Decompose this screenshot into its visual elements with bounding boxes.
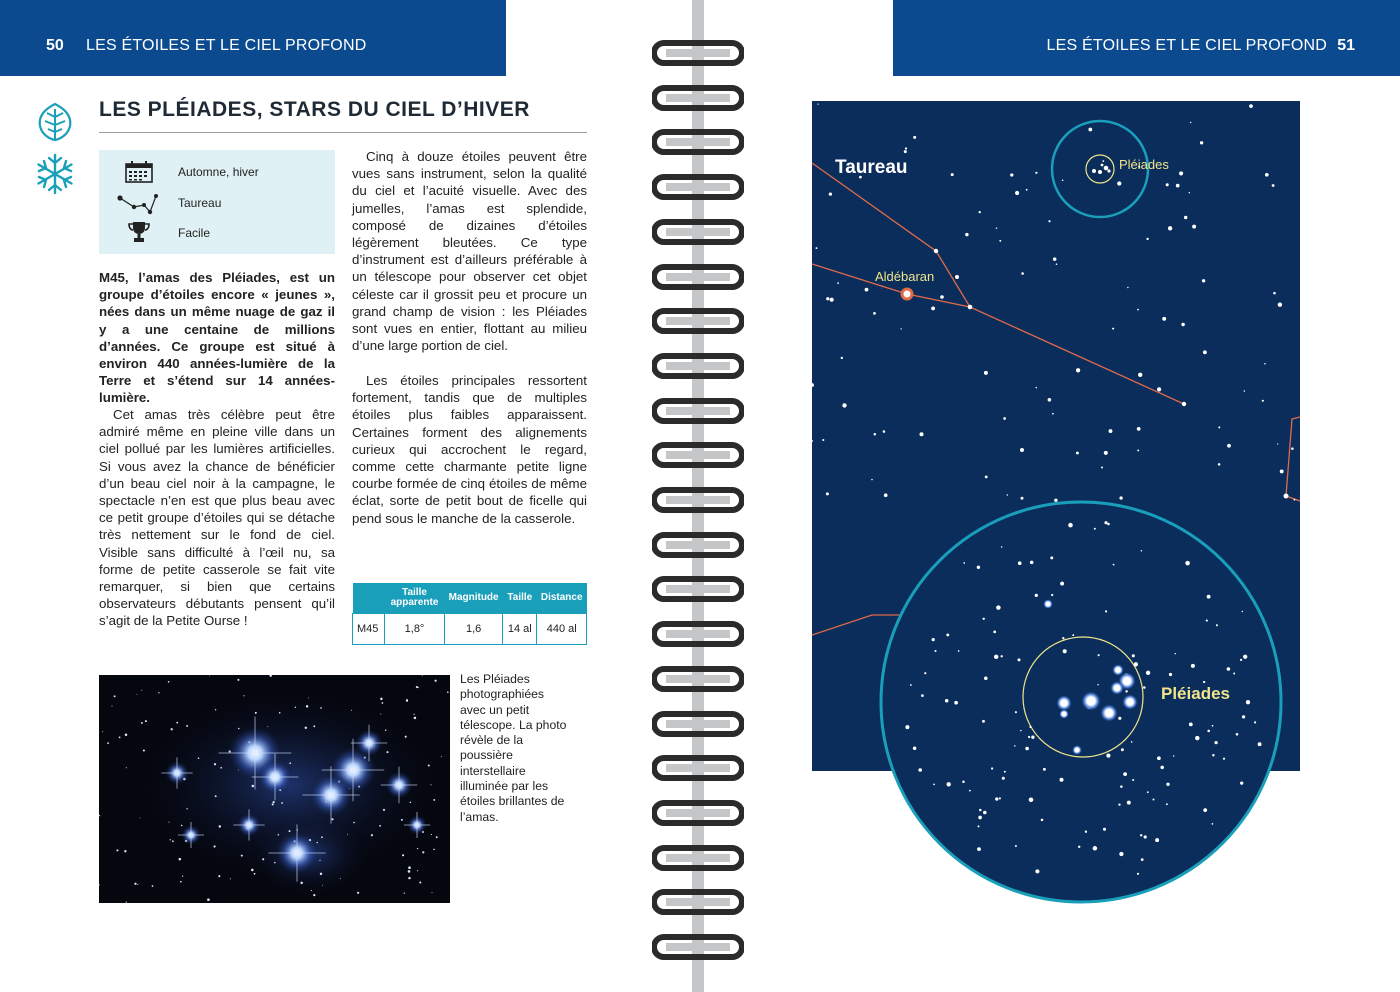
spiral-ring <box>652 442 744 468</box>
spiral-ring <box>652 532 744 558</box>
table-header: Distance <box>537 583 587 614</box>
photo-caption: Les Pléiades photographiées avec un petit télescope. La photo révèle de la poussière interstellaire illuminée par les étoiles brillantes de l’amas. <box>460 672 567 824</box>
spiral-ring <box>652 934 744 960</box>
spiral-ring <box>652 576 744 602</box>
pleiades-photo <box>99 675 450 903</box>
table-cell: 440 al <box>537 614 587 645</box>
table-cell: M45 <box>353 614 385 645</box>
title-underline <box>99 132 587 133</box>
running-title-right: LES ÉTOILES ET LE CIEL PROFOND <box>1046 37 1327 54</box>
spiral-ring <box>652 398 744 424</box>
spiral-ring <box>652 308 744 334</box>
leaf-icon <box>34 100 76 144</box>
body-paragraph-1: Cet amas très célèbre peut être admiré même en pleine ville dans un ciel pollué par les lumières artificielles. Si vous avez la chance de bénéficier d’un beau ciel noir à la campagne, le spectacle n’en est que plus beau avec ce petit groupe d’étoiles qui se détache très nettement sur le fond de ciel. Visible sans difficulté à l’œil nu, sa forme de petite casserole se fait vite remarquer, si bien que certains observateurs débutants pensent qu’il s’agit de la Petite Ourse ! <box>99 407 335 629</box>
spiral-ring <box>652 666 744 692</box>
spiral-ring <box>652 40 744 66</box>
running-title-left: LES ÉTOILES ET LE CIEL PROFOND <box>86 37 367 54</box>
info-season: Automne, hiver <box>178 165 259 179</box>
table-header <box>353 583 385 614</box>
table-header: Taille apparente <box>385 583 445 614</box>
spiral-ring <box>652 889 744 915</box>
spiral-ring <box>652 621 744 647</box>
aldebaran-label: Aldébaran <box>875 269 935 284</box>
spiral-ring <box>652 85 744 111</box>
intro-paragraph: M45, l’amas des Pléiades, est un groupe d’étoiles encore « jeunes », nées dans un même nuage de gaz il y a une centaine de millions d’années. Ce groupe est situé à environ 440 années-lumière de la Terre et s’étend sur 14 années-lumière. <box>99 270 335 406</box>
spiral-ring <box>652 755 744 781</box>
trophy-icon <box>128 220 150 244</box>
snowflake-icon <box>34 152 76 196</box>
spiral-ring <box>652 353 744 379</box>
spiral-ring <box>652 487 744 513</box>
info-difficulty: Facile <box>178 226 211 240</box>
body-paragraph-3: Les étoiles principales ressortent fortement, tandis que de multiples étoiles plus faibles apparaissent. Certaines forment des alignements curieux qui accrochent le regard, comme cette charmante petite ligne courbe formée de cinq étoiles de même éclat, sorte de petit bout de ficelle qui pend sous le manche de la casserole. <box>352 373 587 526</box>
constellation-icon <box>116 192 162 218</box>
table-cell: 1,8° <box>385 614 445 645</box>
pleiades-label: Pléiades <box>1119 157 1169 172</box>
spiral-ring <box>652 711 744 737</box>
spiral-ring <box>652 845 744 871</box>
pleiades-zoom <box>878 500 1284 904</box>
page-number-right: 51 <box>1337 37 1355 54</box>
data-table <box>352 583 587 645</box>
header-band-left <box>0 0 506 76</box>
article-title: LES PLÉIADES, STARS DU CIEL D’HIVER <box>99 98 530 121</box>
spiral-ring <box>652 219 744 245</box>
table-row <box>353 614 587 645</box>
zoom-label: Pléiades <box>1161 684 1230 703</box>
table-cell: 1,6 <box>445 614 503 645</box>
table-header: Taille <box>503 583 537 614</box>
table-header-row <box>353 583 587 614</box>
page-number-left: 50 <box>46 37 64 54</box>
table-cell: 14 al <box>503 614 537 645</box>
spiral-ring <box>652 174 744 200</box>
table-header: Magnitude <box>445 583 503 614</box>
spiral-ring <box>652 129 744 155</box>
spiral-ring <box>652 264 744 290</box>
info-constellation: Taureau <box>178 196 222 210</box>
constellation-label: Taureau <box>835 157 908 178</box>
header-band-right <box>893 0 1400 76</box>
calendar-icon <box>124 160 154 184</box>
body-paragraph-2: Cinq à douze étoiles peuvent être vues sans instrument, selon la qualité du ciel et l’acuité visuelle. Avec des jumelles, l’amas est splendide, composé de dizaines d’étoiles légèrement bleutées. Ce type d’instrument est d’ailleurs préférable à un télescope pour observer cet objet céleste car il grossit peu et procure un grand champ de vision : les Pléiades sont vues en entier, flottant au milieu d’une large portion de ciel. <box>352 149 587 354</box>
spiral-ring <box>652 800 744 826</box>
